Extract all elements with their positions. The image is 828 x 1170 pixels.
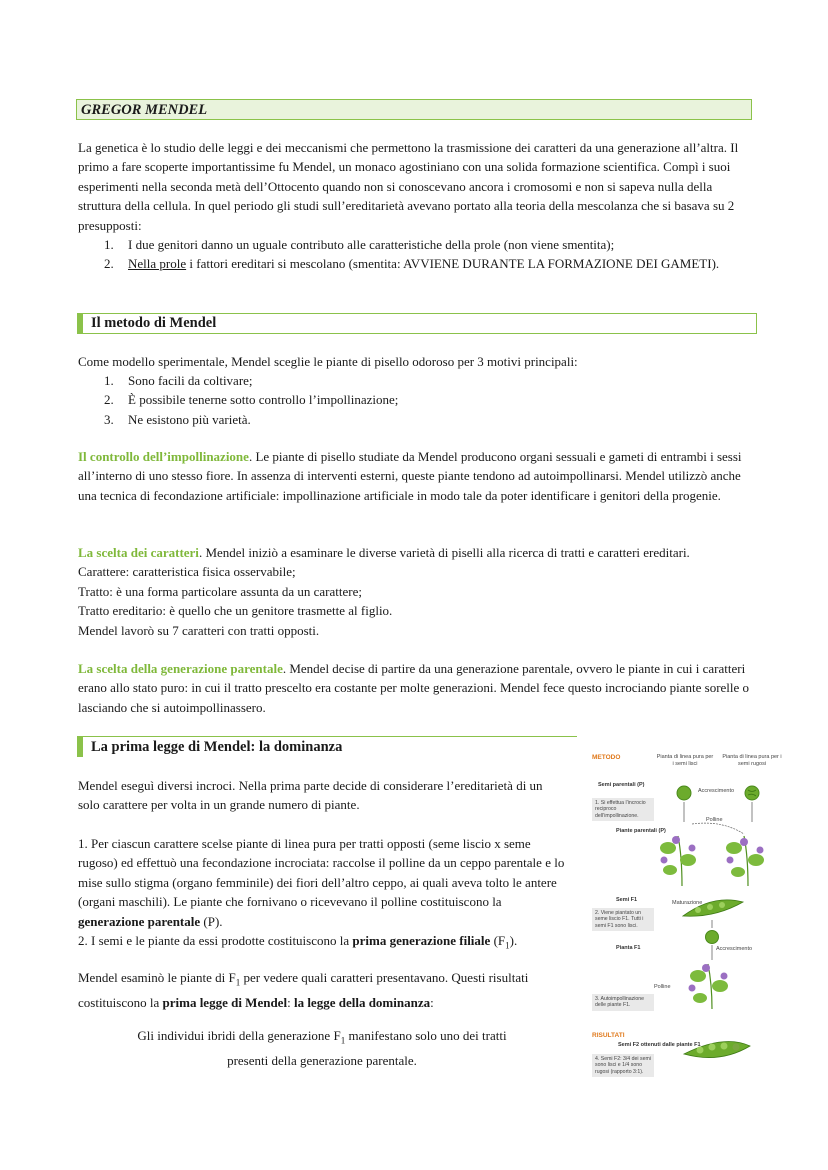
intro-paragraph: La genetica è lo studio delle leggi e dei meccanismi che permettono la trasmissione dei caratteri da una generazione all’altra. Il primo a fare scoperte importantissime fu Mendel, un monaco agostiniano con una solida formazione scientifica. Compì i suoi esperimenti nella seconda metà dell’Ottocento quando non si conoscevano ancora i cromosomi e non si sapeva nulla della struttura della cellula. In quel periodo gli studi sull’ereditarietà avevano portato alla teoria della mescolanza che si basava su 2 presupposti: <box>78 140 739 233</box>
dominanza-p2: 1. Per ciascun carattere scelse piante di linea pura per tratti opposti (seme liscio x seme rugoso) ed effettuò una fecondazione incrociata: raccolse il polline da un ceppo parentale e lo mise sullo stigma (organo femminile) dei fiori dell’altro ceppo, ai quali aveva tolto le antere (organi maschili). Le piante che fornivano o ricevevano il polline costituiscono la generazione parentale (P). 2. I semi e le piante da essi prodotte costituiscono la prima generazione filiale $(F_1)$. <box>78 836 565 951</box>
figure-label: Maturazione <box>672 900 703 906</box>
motivi-list <box>78 371 754 429</box>
f1-seed-icon <box>706 931 719 944</box>
mendel-experiment-figure <box>588 748 788 1093</box>
list-item: 3. Ne esistono più varietà. <box>104 411 251 427</box>
list-item: 1. Sono facili da coltivare; <box>104 373 253 388</box>
list-item: 1. I due genitori danno un uguale contributo alle caratteristiche della prole (non viene smentita); <box>104 237 615 252</box>
controllo-paragraph: Il controllo dell’impollinazione. Le piante di pisello studiate da Mendel producono organi sessuali e gameti di entrambi i sessi all’interno di uno stesso fiore. In assenza di interventi esterni, queste piante tendono ad autoimpollinarsi. Mendel utilizzò anche una tecnica di fecondazione artificiale: impollinazione artificiale in modo tale da poter identificare i genitori della progenie. <box>78 449 742 503</box>
figure-metodo-label: METODO <box>592 754 621 761</box>
figure-step-2: 2. Viene piantato un seme liscio F1. Tutti i semi F1 sono lisci. <box>592 908 654 931</box>
figure-risultati-label: RISULTATI <box>592 1032 625 1039</box>
parentale-paragraph: La scelta della generazione parentale. Mendel decise di partire da una generazione parentale, ovvero le piante in cui i caratteri erano allo stato puro: in cui il tratto prescelto era costante per molte generazioni. Mendel fece questo incrociando piante sorelle o lasciando che si autoimpollinassero. <box>78 661 750 715</box>
figure-label: Polline <box>706 817 723 823</box>
figure-step-3: 3. Autoimpollinazione delle piante F1. <box>592 994 654 1011</box>
figure-label: Accrescimento <box>716 946 753 952</box>
page-title: GREGOR MENDEL <box>81 102 208 118</box>
list-item: 2. Nella prole i fattori ereditari si mescolano (smentita: AVVIENE DURANTE LA FORMAZIONE DEI GAMETI). <box>104 256 720 272</box>
figure-step-1: 1. Si effettua l’incrocio reciproco dell’impollinazione. <box>592 798 654 821</box>
figure-label: Accrescimento <box>698 788 735 794</box>
figure-label: Pianta di linea pura per i semi lisci <box>656 754 714 767</box>
presupposti-list <box>78 235 754 274</box>
law-statement: Gli individui ibridi della generazione $F_1$ manifestano solo uno dei tratti presenti della generazione parentale. <box>137 1028 507 1068</box>
figure-label: Semi F1 <box>616 897 638 903</box>
parent-plant-right-icon <box>726 836 764 886</box>
parent-plant-left-icon <box>660 836 696 886</box>
dominanza-p1: Mendel eseguì diversi incroci. Nella prima parte decide di considerare l’ereditarietà di un solo carattere per volta in un grande numero di piante. <box>78 778 543 813</box>
wrinkled-seed-icon <box>745 786 759 800</box>
figure-label: Pianta di linea pura per i semi rugosi <box>722 754 782 767</box>
section-heading-dominanza: La prima legge di Mendel: la dominanza <box>77 736 577 757</box>
section-heading-metodo: Il metodo di Mendel <box>77 313 757 334</box>
dominanza-p4: Mendel esaminò le piante di $F_1$ per vedere quali caratteri presentavano. Questi risultati costituiscono la prima legge di Mendel: la legge della dominanza: <box>78 970 529 1010</box>
figure-label: Semi F2 ottenuti dalle piante F1 <box>618 1042 701 1048</box>
figure-label: Semi parentali (P) <box>598 782 645 788</box>
figure-label: Pianta F1 <box>616 945 641 951</box>
title-box <box>76 99 752 120</box>
f1-plant-icon <box>689 964 729 1009</box>
figure-step-4: 4. Semi F2: 3/4 dei semi sono lisci e 1/4 sono rugosi (rapporto 3:1). <box>592 1054 654 1077</box>
figure-label: Piante parentali (P) <box>616 828 666 834</box>
list-item: 2. È possibile tenerne sotto controllo l’impollinazione; <box>104 392 399 408</box>
caratteri-paragraph: La scelta dei caratteri. Mendel iniziò a esaminare le diverse varietà di piselli alla ricerca di tratti e caratteri ereditari. Carattere: caratteristica fisica osservabile; Tratto: è una forma particolare assunta da un carattere; Tratto ereditario: è quello che un genitore trasmette al figlio. Mendel lavorò su 7 caratteri con tratti opposti. <box>78 545 690 638</box>
figure-label: Polline <box>654 984 671 990</box>
smooth-seed-icon <box>677 786 691 800</box>
metodo-intro: Come modello sperimentale, Mendel sceglie le piante di pisello odoroso per 3 motivi principali: <box>78 354 578 369</box>
